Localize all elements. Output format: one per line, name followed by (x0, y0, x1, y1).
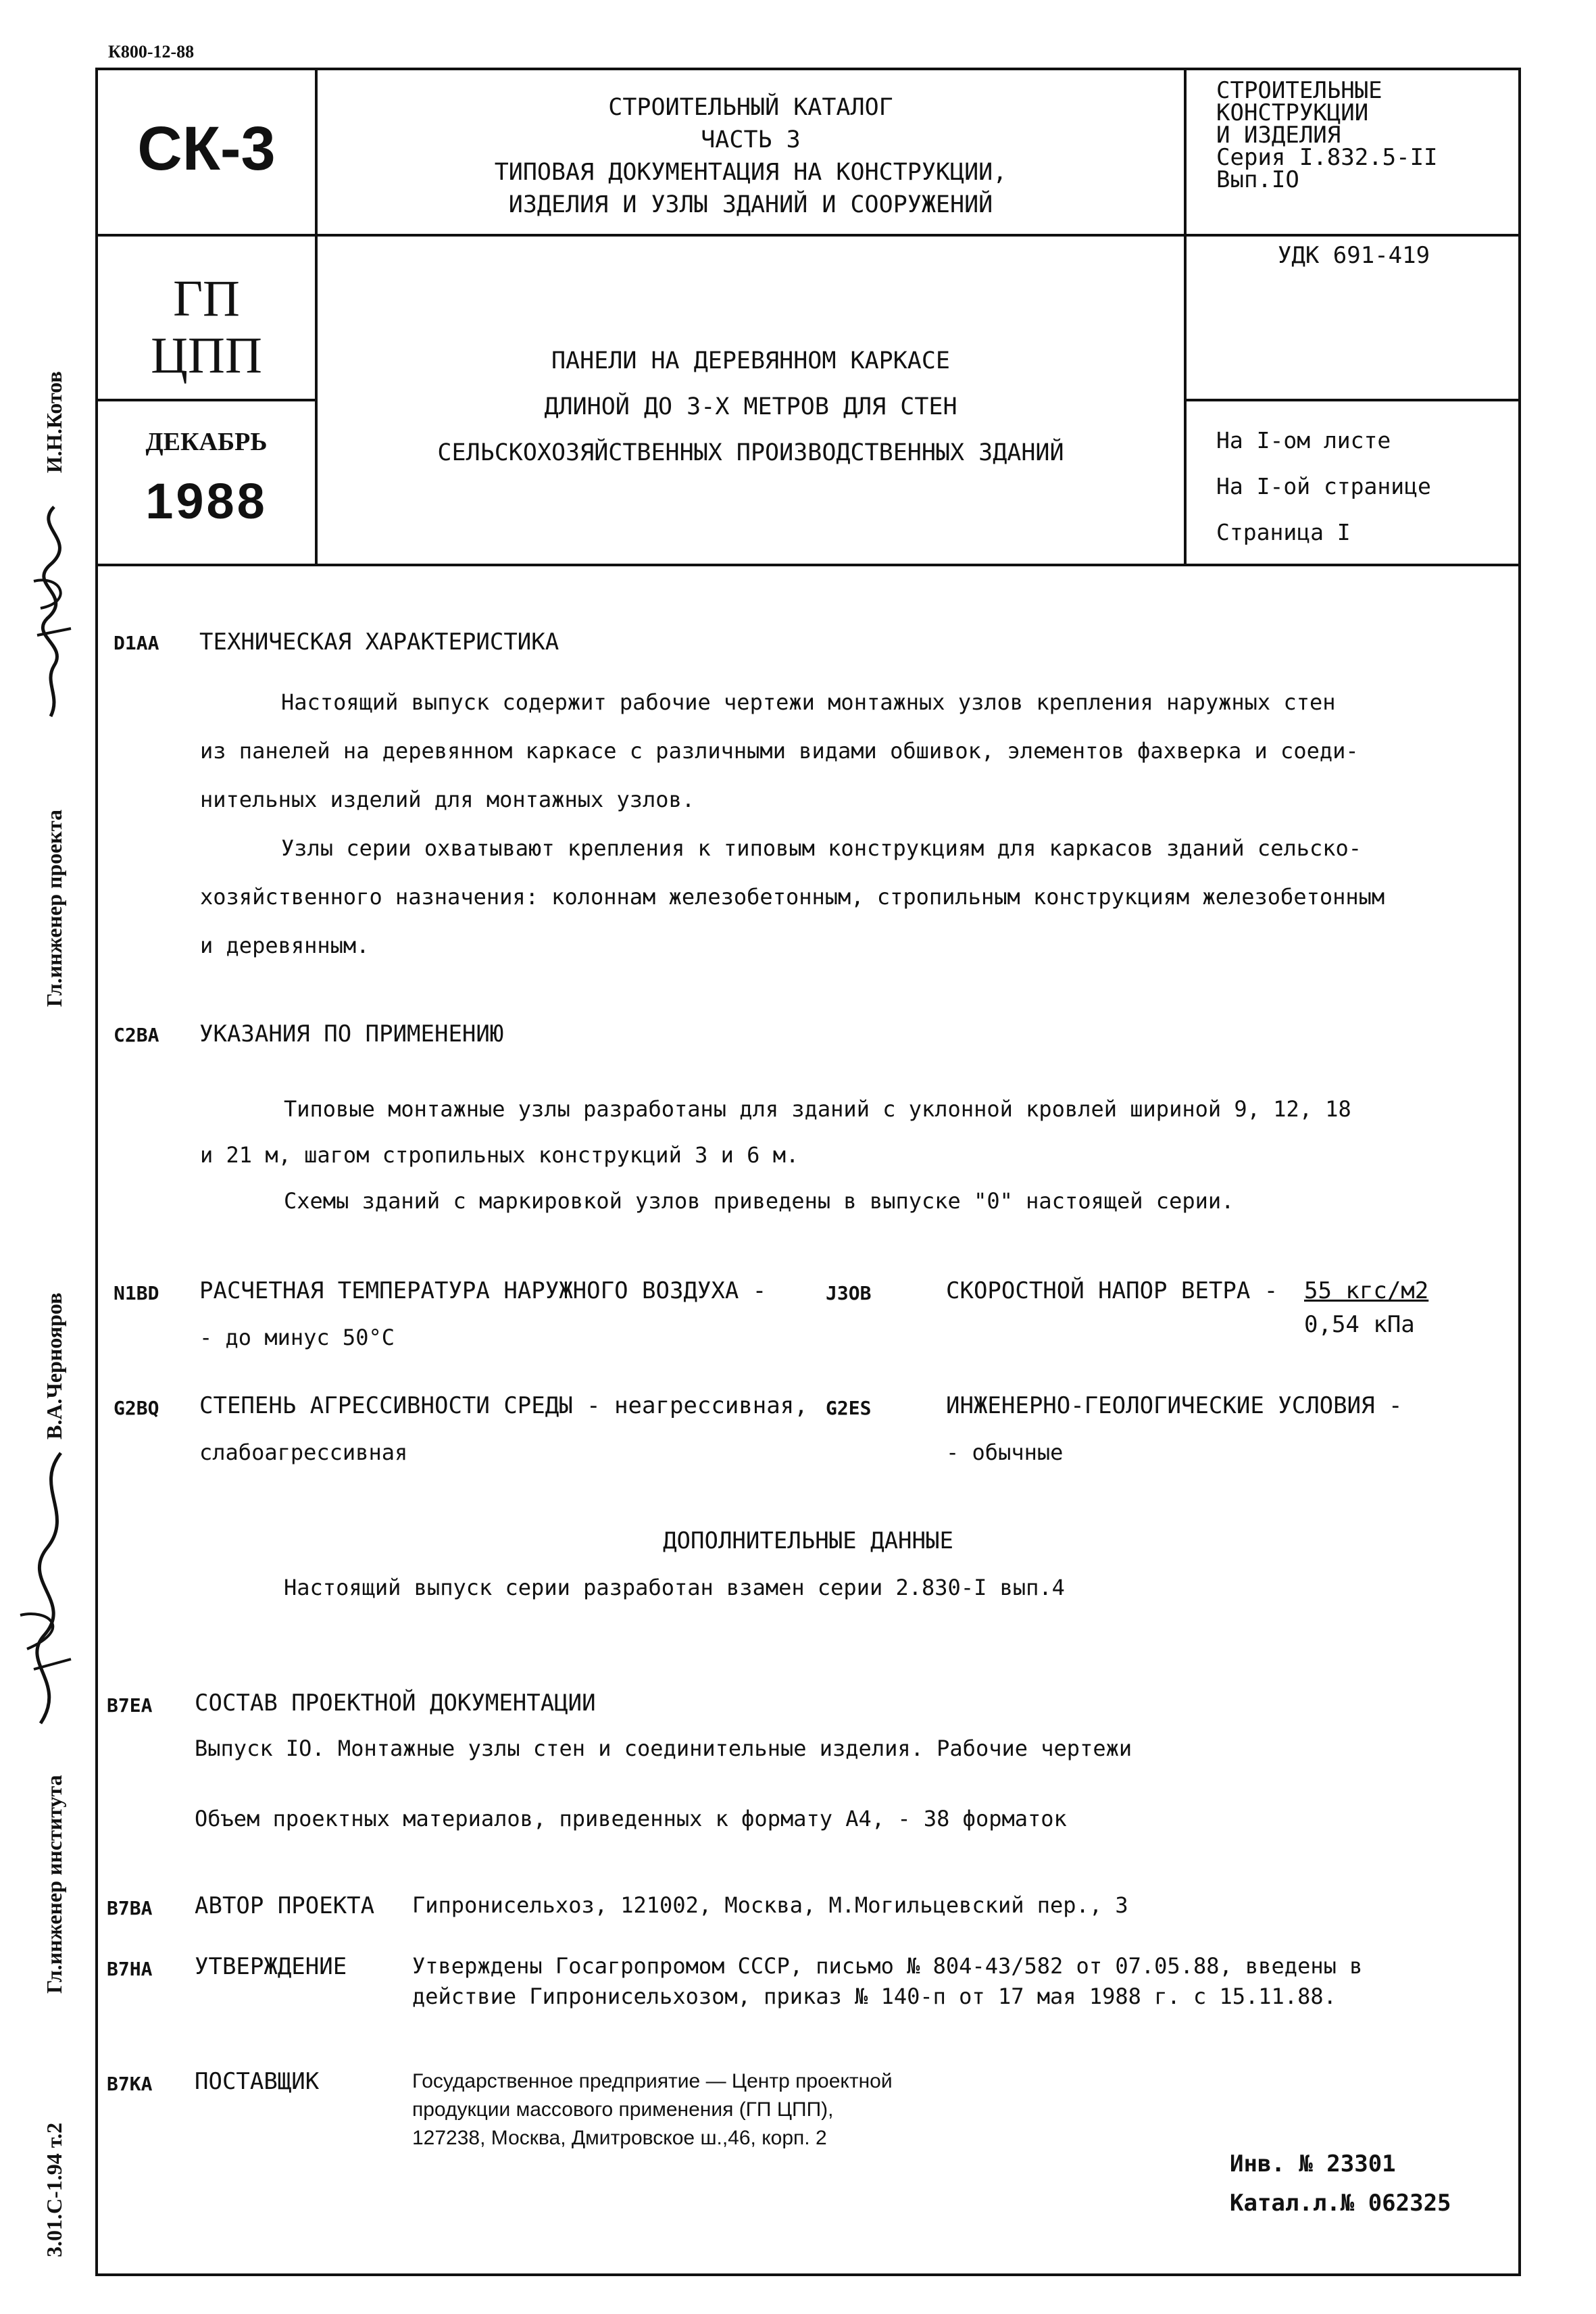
inv-number: Инв. № 23301 (1230, 2150, 1396, 2177)
catalog-line: СТРОИТЕЛЬНЫЙ КАТАЛОГ (608, 94, 893, 121)
tech-title: ТЕХНИЧЕСКАЯ ХАРАКТЕРИСТИКА (199, 629, 559, 656)
title-block (318, 338, 1184, 476)
usage-title: УКАЗАНИЯ ПО ПРИМЕНЕНИЮ (199, 1020, 504, 1048)
temperature-value: - до минус 50°С (199, 1325, 395, 1350)
geology-value: - обычные (946, 1439, 1064, 1465)
geology-label: ИНЖЕНЕРНО-ГЕОЛОГИЧЕСКИЕ УСЛОВИЯ - (946, 1392, 1403, 1419)
series-line: СТРОИТЕЛЬНЫЕ (1216, 77, 1382, 104)
section-code-supplier: B7KA (107, 2073, 153, 2095)
wind-value-kpa: 0,54 кПа (1304, 1311, 1415, 1338)
aggression-label: СТЕПЕНЬ АГРЕССИВНОСТИ СРЕДЫ - неагрессивная, (199, 1392, 808, 1419)
catalog-block (318, 91, 1184, 221)
section-code-composition: B7EA (107, 1694, 153, 1717)
sheet-block (1216, 418, 1431, 556)
signature-chernoyarov (7, 1446, 88, 1730)
approval-line: Утверждены Госагропромом СССР, письмо № 804-43/582 от 07.05.88, введены в (412, 1953, 1363, 1979)
section-code-tech: D1AA (114, 632, 159, 654)
catalog-number: Катал.л.№ 062325 (1230, 2190, 1451, 2217)
margin-kotov-name: И.Н.Котов (42, 371, 66, 473)
sheet-line: На I-ом листе (1216, 427, 1391, 453)
margin-kotov-role: Гл.инженер проекта (42, 810, 66, 1007)
catalog-line: ИЗДЕЛИЯ И УЗЛЫ ЗДАНИЙ И СООРУЖЕНИЙ (508, 191, 993, 218)
tech-line: из панелей на деревянном каркасе с различными видами обшивок, элементов фахверка и соеди- (200, 738, 1359, 764)
composition-line: Объем проектных материалов, приведенных к формату А4, - 38 форматок (195, 1806, 1067, 1831)
extra-text: Настоящий выпуск серии разработан взамен серии 2.830-I вып.4 (284, 1575, 1065, 1600)
margin-chernoyarov-role: Гл.инженер института (42, 1775, 66, 1994)
composition-title: СОСТАВ ПРОЕКТНОЙ ДОКУМЕНТАЦИИ (195, 1690, 596, 1717)
month: ДЕКАБРЬ (145, 428, 268, 456)
author-label: АВТОР ПРОЕКТА (195, 1892, 375, 1919)
header-divider-bottom (95, 564, 1521, 566)
header-divider-right (1184, 399, 1521, 401)
approval-label: УТВЕРЖДЕНИЕ (195, 1953, 347, 1980)
series-line: Серия I.832.5-II (1216, 144, 1438, 171)
composition-line: Выпуск IO. Монтажные узлы стен и соединительные изделия. Рабочие чертежи (195, 1736, 1132, 1761)
sk-code: СК-3 (137, 114, 276, 183)
section-code-approval: B7HA (107, 1958, 153, 1980)
catalog-line: ТИПОВАЯ ДОКУМЕНТАЦИЯ НА КОНСТРУКЦИИ, (494, 159, 1007, 186)
wind-value-kgs: 55 кгс/м2 (1304, 1277, 1429, 1304)
header-divider-left (95, 399, 315, 401)
series-line: И ИЗДЕЛИЯ (1216, 122, 1341, 149)
extra-title: ДОПОЛНИТЕЛЬНЫЕ ДАННЫЕ (663, 1527, 953, 1554)
usage-line: и 21 м, шагом стропильных конструкций 3 и 6 м. (200, 1142, 799, 1168)
org-line1: ГП (173, 270, 240, 327)
series-line: Вып.IO (1216, 166, 1299, 193)
aggression-value: слабоагрессивная (199, 1439, 408, 1465)
supplier-label: ПОСТАВЩИК (195, 2068, 320, 2095)
title-line: ПАНЕЛИ НА ДЕРЕВЯННОМ КАРКАСЕ (551, 347, 950, 374)
title-line: СЕЛЬСКОХОЗЯЙСТВЕННЫХ ПРОИЗВОДСТВЕННЫХ ЗДАНИЙ (437, 439, 1064, 466)
usage-line: Схемы зданий с маркировкой узлов приведены в выпуске "0" настоящей серии. (284, 1188, 1235, 1214)
tech-line: нительных изделий для монтажных узлов. (200, 787, 695, 812)
section-code-temperature: N1BD (114, 1282, 159, 1304)
tech-line: и деревянным. (200, 933, 370, 958)
header-divider-1 (95, 234, 1521, 237)
top-code: К800-12-88 (108, 42, 195, 61)
author-value: Гипронисельхоз, 121002, Москва, М.Могильцевский пер., 3 (412, 1892, 1128, 1918)
temperature-label: РАСЧЕТНАЯ ТЕМПЕРАТУРА НАРУЖНОГО ВОЗДУХА - (199, 1277, 767, 1304)
tech-line: Настоящий выпуск содержит рабочие чертежи монтажных узлов крепления наружных стен (281, 689, 1336, 715)
margin-chernoyarov-name: В.А.Чернояров (42, 1292, 66, 1439)
supplier-line: 127238, Москва, Дмитровское ш.,46, корп. 2 (412, 2127, 827, 2149)
year: 1988 (145, 473, 268, 529)
title-line: ДЛИНОЙ ДО 3-Х МЕТРОВ ДЛЯ СТЕН (544, 393, 957, 420)
catalog-line: ЧАСТЬ 3 (701, 126, 801, 153)
section-code-aggression: G2BQ (114, 1397, 159, 1419)
section-code-geology: G2ES (826, 1397, 872, 1419)
header-vline-right (1184, 68, 1187, 565)
sheet-line: Страница I (1216, 519, 1351, 545)
series-line: КОНСТРУКЦИИ (1216, 99, 1369, 126)
tech-line: хозяйственного назначения: колоннам железобетонным, стропильным конструкциям железобетонным (200, 884, 1385, 910)
approval-line: действие Гипронисельхозом, приказ № 140-п от 17 мая 1988 г. с 15.11.88. (412, 1984, 1337, 2009)
supplier-line: продукции массового применения (ГП ЦПП), (412, 2098, 834, 2121)
section-code-usage: C2BA (114, 1024, 159, 1046)
wind-label: СКОРОСТНОЙ НАПОР ВЕТРА - (946, 1277, 1278, 1304)
section-code-author: B7BA (107, 1897, 153, 1919)
signature-kotov (14, 500, 88, 723)
usage-line: Типовые монтажные узлы разработаны для зданий с уклонной кровлей шириной 9, 12, 18 (284, 1096, 1351, 1122)
section-code-wind: J3OB (826, 1282, 872, 1304)
org-line2: ЦПП (151, 327, 262, 384)
margin-doc-code: 3.01.С-1.94 т.2 (42, 2122, 66, 2257)
sheet-line: На I-ой странице (1216, 473, 1431, 499)
series-block (1216, 77, 1438, 193)
udk: УДК 691-419 (1277, 242, 1430, 269)
supplier-line: Государственное предприятие — Центр проектной (412, 2070, 893, 2092)
tech-line: Узлы серии охватывают крепления к типовым конструкциям для каркасов зданий сельско- (281, 835, 1362, 861)
